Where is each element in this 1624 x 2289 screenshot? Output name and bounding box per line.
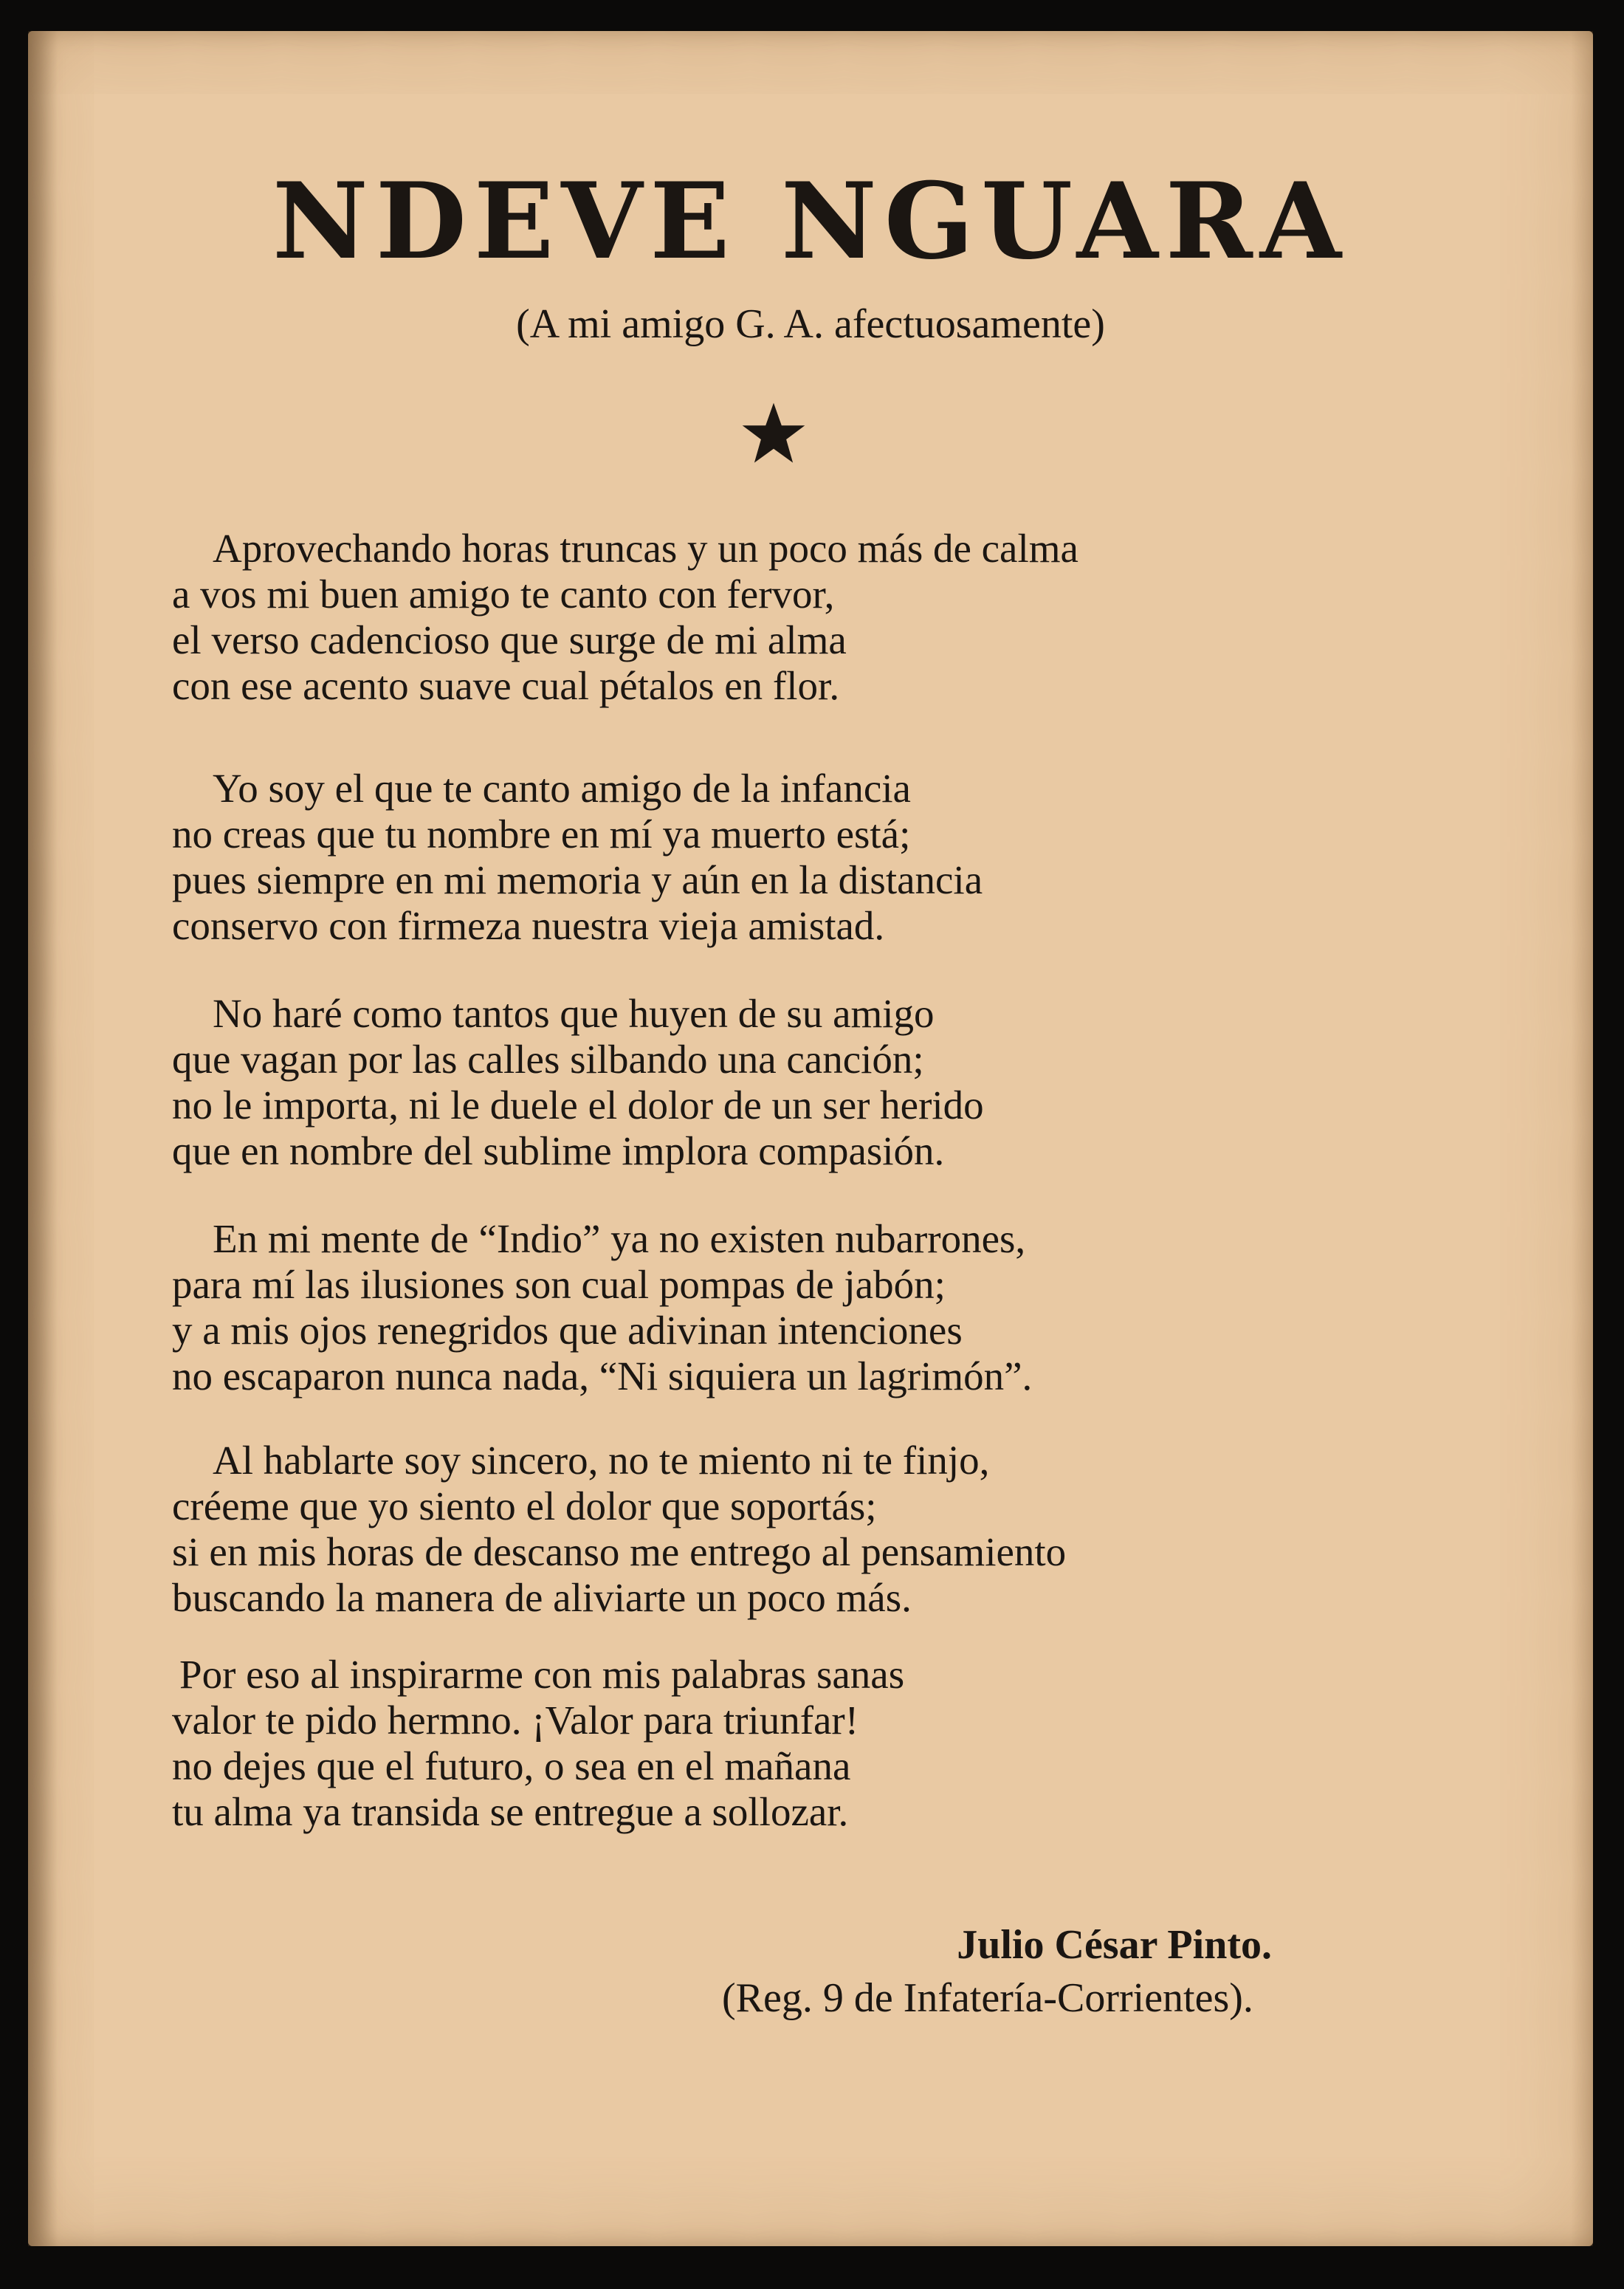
verse-line: con ese acento suave cual pétalos en flor. [172, 663, 840, 708]
verse-line: no dejes que el futuro, o sea en el mañana [172, 1743, 851, 1788]
verse-line: Aprovechando horas truncas y un poco más de calma [213, 526, 1078, 571]
verse-line: tu alma ya transida se entregue a sollozar. [172, 1789, 849, 1834]
stanza-5 [172, 1438, 1066, 1621]
stanza-2 [172, 766, 983, 949]
verse-line: No haré como tantos que huyen de su amigo [213, 991, 935, 1036]
verse-line: no creas que tu nombre en mí ya muerto está; [172, 811, 911, 857]
stanza-1 [172, 526, 1078, 709]
author-name: Julio César Pinto. [957, 1922, 1272, 1968]
verse-line: si en mis horas de descanso me entrego al pensamiento [172, 1529, 1067, 1574]
verse-line: buscando la manera de aliviarte un poco más. [172, 1575, 912, 1620]
stanza-3 [172, 991, 984, 1174]
stanza-6 [172, 1652, 904, 1835]
verse-line: a vos mi buen amigo te canto con fervor, [172, 572, 835, 617]
verse-line: no le importa, ni le duele el dolor de un ser herido [172, 1082, 984, 1128]
author-affiliation: (Reg. 9 de Infatería-Corrientes). [722, 1975, 1253, 2021]
verse-line: Por eso al inspirarme con mis palabras sanas [179, 1652, 905, 1697]
verse-line: Al hablarte soy sincero, no te miento ni te finjo, [213, 1438, 990, 1483]
verse-line: pues siempre en mi memoria y aún en la distancia [172, 857, 983, 902]
poem-title: NDEVE NGUARA [272, 160, 1349, 283]
star-icon [740, 400, 807, 467]
verse-line: que vagan por las calles silbando una canción; [172, 1037, 924, 1082]
verse-line: el verso cadencioso que surge de mi alma [172, 617, 847, 662]
verse-line: valor te pido hermno. ¡Valor para triunfar! [172, 1698, 859, 1743]
verse-line: créeme que yo siento el dolor que soportás; [172, 1483, 877, 1528]
verse-line: conservo con firmeza nuestra vieja amistad. [172, 903, 885, 948]
verse-line: En mi mente de “Indio” ya no existen nubarrones, [213, 1216, 1026, 1261]
verse-line: que en nombre del sublime implora compasión. [172, 1128, 945, 1173]
poem-dedication: (A mi amigo G. A. afectuosamente) [516, 301, 1105, 347]
book-page [28, 31, 1593, 2246]
verse-line: para mí las ilusiones son cual pompas de jabón; [172, 1262, 946, 1307]
verse-line: y a mis ojos renegridos que adivinan intenciones [172, 1308, 963, 1353]
stanza-4 [172, 1216, 1032, 1399]
verse-line: no escaparon nunca nada, “Ni siquiera un lagrimón”. [172, 1353, 1033, 1399]
verse-line: Yo soy el que te canto amigo de la infancia [213, 766, 911, 811]
